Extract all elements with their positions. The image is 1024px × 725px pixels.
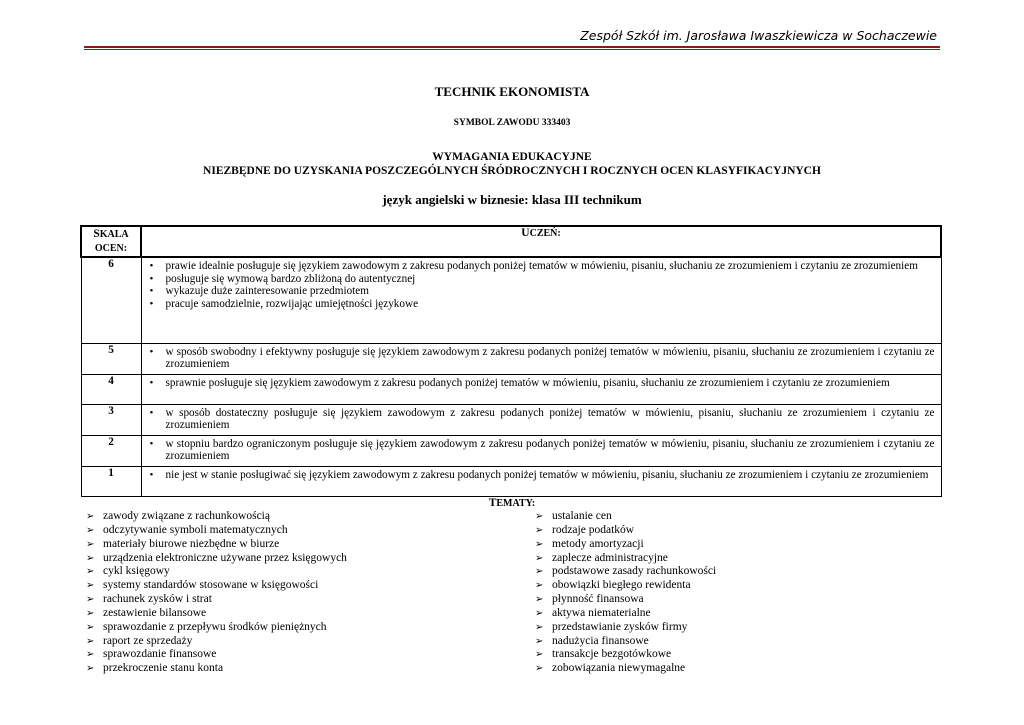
table-row (81, 466, 941, 496)
topic-label: przekroczenie stanu konta (103, 662, 224, 675)
topic-item (535, 621, 716, 635)
table-row (81, 343, 941, 374)
topic-item (86, 593, 347, 607)
topic-label: metody amortyzacji (552, 537, 644, 550)
list-item: • w sposób swobodny i efektywny posługuje się językiem zawodowym z zakresu podanych poniżej tematów w mówieniu, pisaniu, słuchaniu ze zrozumieniem i czytaniu ze zrozumieniem (166, 346, 935, 371)
topic-label: systemy standardów stosowane w księgowości (103, 579, 319, 592)
table-row (81, 257, 941, 343)
topic-label: cykl księgowy (103, 565, 170, 578)
topic-label: podstawowe zasady rachunkowości (552, 565, 717, 578)
requirements-list (142, 260, 935, 310)
topic-label: rodzaje podatków (552, 523, 635, 536)
topic-item (86, 552, 347, 566)
topics-list-left (86, 510, 347, 676)
list-item: • prawie idealnie posługuje się językiem zawodowym z zakresu podanych poniżej tematów w mówieniu, pisaniu, słuchaniu ze zrozumieniem i czytaniu ze zrozumieniem (166, 260, 935, 273)
topic-item (535, 593, 716, 607)
requirements-cell (141, 404, 941, 435)
requirements-cell (141, 435, 941, 466)
arrowhead-icon: ➢ (535, 649, 544, 661)
topic-label: aktywa niematerialne (552, 606, 651, 619)
arrowhead-icon: ➢ (535, 663, 544, 675)
requirements-cell (141, 374, 941, 404)
arrowhead-icon: ➢ (535, 635, 544, 647)
header-rule (84, 46, 940, 48)
list-item: • w stopniu bardzo ograniczonym posługuje się językiem zawodowym z zakresu podanych poniżej tematów w mówieniu, pisaniu, słuchaniu ze zrozumieniem i czytaniu ze zrozumieniem (166, 438, 935, 463)
topic-item (86, 538, 347, 552)
subject-title: język angielski w biznesie: klasa III technikum (382, 192, 642, 207)
student-header-rest: CZEŃ: (529, 228, 561, 239)
list-item: • w sposób dostateczny posługuje się językiem zawodowym z zakresu podanych poniżej tematów w mówieniu, pisaniu, słuchaniu ze zrozumieniem i czytaniu ze zrozumieniem (166, 407, 935, 432)
topics-title-initial: T (488, 497, 497, 509)
arrowhead-icon: ➢ (86, 511, 95, 522)
topic-label: urządzenia elektroniczne używane przez księgowych (103, 551, 347, 564)
topic-item (535, 524, 716, 538)
topic-item (535, 607, 716, 621)
grade-cell: 3 (81, 404, 141, 435)
requirements-line-2: NIEZBĘDNE DO UZYSKANIA POSZCZEGÓLNYCH ŚRÓDROCZNYCH I ROCZNYCH OCEN KLASYFIKACYJNYCH (203, 165, 821, 177)
topic-item (535, 635, 716, 649)
grade-cell: 5 (81, 343, 141, 374)
list-item: • pracuje samodzielnie, rozwijając umiejętności językowe (166, 298, 935, 311)
arrowhead-icon: ➢ (86, 538, 95, 550)
topic-label: przedstawianie zysków firmy (552, 620, 688, 633)
grade-cell: 4 (81, 374, 141, 404)
table-row (81, 435, 941, 466)
grades-table (80, 225, 942, 497)
topic-item (86, 635, 347, 649)
grade-cell: 1 (81, 466, 141, 496)
topic-item (535, 538, 716, 552)
requirements-heading (84, 150, 940, 178)
scale-header-line2: OCEN: (94, 243, 128, 254)
topic-item (86, 648, 347, 662)
topic-label: sprawozdanie finansowe (103, 648, 217, 661)
topic-label: nadużycia finansowe (552, 634, 649, 647)
requirements-list (142, 346, 935, 371)
list-item: • wykazuje duże zainteresowanie przedmiotem (166, 285, 935, 298)
topic-label: płynność finansowa (552, 593, 644, 606)
school-header: Zespół Szkół im. Jarosława Iwaszkiewicza w Sochaczewie (580, 28, 937, 43)
topic-label: rachunek zysków i strat (103, 593, 212, 606)
scale-header (81, 226, 141, 257)
header-rule-thin (84, 49, 940, 50)
topic-label: ustalanie cen (552, 510, 612, 522)
arrowhead-icon: ➢ (535, 621, 544, 633)
arrowhead-icon: ➢ (535, 511, 544, 522)
table-header-row (81, 226, 941, 257)
scale-header-initial: S (93, 228, 100, 240)
arrowhead-icon: ➢ (86, 621, 95, 633)
student-header-initial: U (521, 227, 530, 239)
topic-label: sprawozdanie z przepływu środków pieniężnych (103, 620, 327, 633)
arrowhead-icon: ➢ (86, 524, 95, 536)
grade-cell: 6 (81, 257, 141, 343)
list-item: • nie jest w stanie posługiwać się językiem zawodowym z zakresu podanych poniżej tematów w mówieniu, pisaniu, słuchaniu ze zrozumieniem i czytaniu ze zrozumieniem (166, 469, 935, 482)
topic-label: raport ze sprzedaży (103, 634, 193, 647)
topic-label: transakcje bezgotówkowe (552, 648, 672, 661)
list-item: • posługuje się wymową bardzo zbliżoną do autentycznej (166, 273, 935, 286)
topic-item (86, 565, 347, 579)
topic-label: odczytywanie symboli matematycznych (103, 523, 288, 536)
profession-title: TECHNIK EKONOMISTA (434, 84, 590, 99)
topic-item (86, 662, 347, 676)
requirements-list (142, 469, 935, 482)
topic-label: zobowiązania niewymagalne (552, 662, 686, 675)
arrowhead-icon: ➢ (86, 552, 95, 564)
arrowhead-icon: ➢ (86, 594, 95, 606)
arrowhead-icon: ➢ (535, 552, 544, 564)
profession-symbol: SYMBOL ZAWODU 333403 (453, 118, 571, 128)
requirements-list (142, 407, 935, 432)
topic-item (535, 510, 716, 524)
requirements-list (142, 438, 935, 463)
scale-header-rest: KALA (99, 229, 129, 240)
topic-label: zawody związane z rachunkowością (103, 510, 270, 522)
list-item: • sprawnie posługuje się językiem zawodowym z zakresu podanych poniżej tematów w mówieniu, pisaniu, słuchaniu ze zrozumieniem i czytaniu ze zrozumieniem (166, 377, 935, 390)
topics-title (84, 497, 940, 509)
arrowhead-icon: ➢ (535, 524, 544, 536)
topic-item (86, 621, 347, 635)
requirements-line-1: WYMAGANIA EDUKACYJNE (432, 151, 592, 163)
topic-item (86, 510, 347, 524)
topics-list-right (535, 510, 716, 676)
arrowhead-icon: ➢ (86, 580, 95, 592)
requirements-list (142, 377, 935, 390)
topic-label: obowiązki biegłego rewidenta (552, 579, 691, 592)
table-row (81, 404, 941, 435)
topic-item (535, 552, 716, 566)
topic-item (535, 579, 716, 593)
topic-item (86, 524, 347, 538)
arrowhead-icon: ➢ (86, 607, 95, 619)
requirements-cell (141, 257, 941, 343)
arrowhead-icon: ➢ (535, 580, 544, 592)
arrowhead-icon: ➢ (535, 566, 544, 578)
topic-item (535, 662, 716, 676)
arrowhead-icon: ➢ (535, 538, 544, 550)
arrowhead-icon: ➢ (86, 566, 95, 578)
topics-title-rest: EMATY: (496, 498, 536, 509)
arrowhead-icon: ➢ (86, 649, 95, 661)
topic-item (86, 607, 347, 621)
topic-item (535, 565, 716, 579)
grade-cell: 2 (81, 435, 141, 466)
arrowhead-icon: ➢ (535, 594, 544, 606)
requirements-cell (141, 343, 941, 374)
arrowhead-icon: ➢ (86, 635, 95, 647)
arrowhead-icon: ➢ (535, 607, 544, 619)
arrowhead-icon: ➢ (86, 663, 95, 675)
topic-label: zaplecze administracyjne (552, 551, 668, 564)
topic-label: zestawienie bilansowe (103, 606, 207, 619)
topic-item (535, 648, 716, 662)
topic-item (86, 579, 347, 593)
requirements-cell (141, 466, 941, 496)
student-header (141, 226, 941, 257)
topic-label: materiały biurowe niezbędne w biurze (103, 537, 280, 550)
table-row (81, 374, 941, 404)
